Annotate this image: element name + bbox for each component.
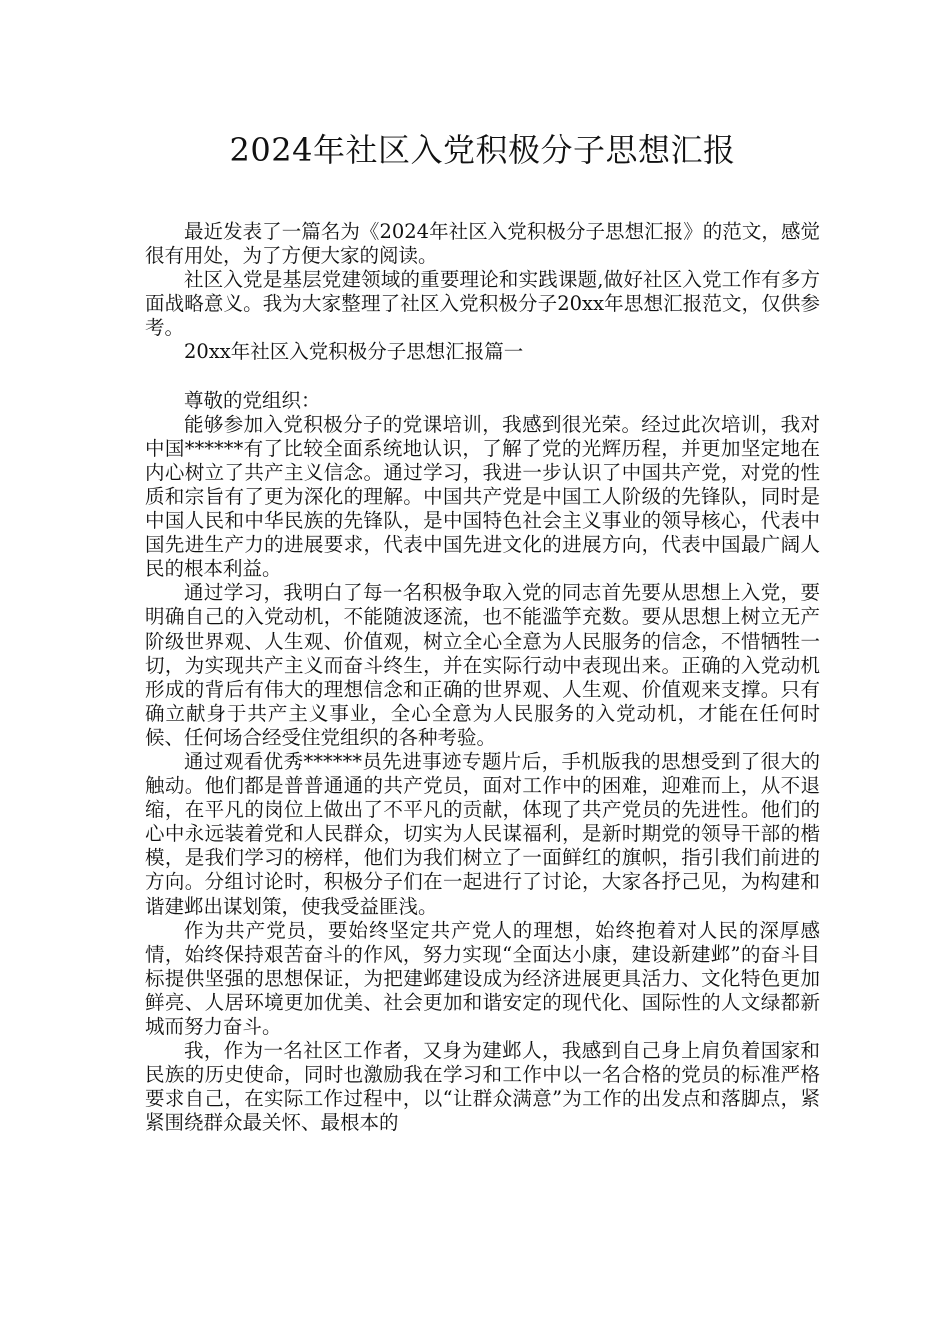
section-heading: 20xx年社区入党积极分子思想汇报篇一: [184, 340, 524, 364]
body-paragraph: 通过学习，我明白了每一名积极争取入党的同志首先要从思想上入党，要明确自己的入党动机，不能随波逐流，也不能滥竽充数。要从思想上树立无产阶级世界观、人生观、价值观，树立全心全意为人民服务的信念，不惜牺牲一切，为实现共产主义而奋斗终生，并在实际行动中表现出来。正确的入党动机形成的背后有伟大的理想信念和正确的世界观、人生观、价值观来支撑。只有确立献身于共产主义事业，全心全意为人民服务的入党动机，才能在任何时候、任何场合经受住党组织的各种考验。: [145, 581, 820, 749]
document-page: [145, 128, 820, 1135]
body-paragraph: 通过观看优秀******员先进事迹专题片后，手机版我的思想受到了很大的触动。他们都是普普通通的共产党员，面对工作中的困难，迎难而上，从不退缩，在平凡的岗位上做出了不平凡的贡献，体现了共产党员的先进性。他们的心中永远装着党和人民群众，切实为人民谋福利，是新时期党的领导干部的楷模，是我们学习的榜样，他们为我们树立了一面鲜红的旗帜，指引我们前进的方向。分组讨论时，积极分子们在一起进行了讨论，大家各抒己见，为构建和谐建邺出谋划策，使我受益匪浅。: [145, 749, 820, 918]
salutation: 尊敬的党组织：: [184, 388, 321, 412]
body-paragraph: 我，作为一名社区工作者，又身为建邺人，我感到自己身上肩负着国家和民族的历史使命，同时也激励我在学习和工作中以一名合格的党员的标准严格要求自己，在实际工作过程中，以“让群众满意”为工作的出发点和落脚点，紧紧围绕群众最关怀、最根本的: [145, 1039, 820, 1135]
body-paragraph: 能够参加入党积极分子的党课培训，我感到很光荣。经过此次培训，我对中国******有了比较全面系统地认识，了解了党的光辉历程，并更加坚定地在内心树立了共产主义信念。通过学习，我进一步认识了中国共产党，对党的性质和宗旨有了更为深化的理解。中国共产党是中国工人阶级的先锋队，同时是中国人民和中华民族的先锋队，是中国特色社会主义事业的领导核心，代表中国先进生产力的进展要求，代表中国先进文化的进展方向，代表中国最广阔人民的根本利益。: [145, 412, 820, 581]
body-paragraph: 作为共产党员，要始终坚定共产党人的理想，始终抱着对人民的深厚感情，始终保持艰苦奋斗的作风，努力实现“全面达小康，建设新建邺”的奋斗目标提供坚强的思想保证，为把建邺建设成为经济进展更具活力、文化特色更加鲜亮、人居环境更加优美、社会更加和谐安定的现代化、国际性的人文绿都新城而努力奋斗。: [145, 918, 820, 1038]
document-title: 2024年社区入党积极分子思想汇报: [229, 131, 736, 169]
intro-paragraph: 最近发表了一篇名为《2024年社区入党积极分子思想汇报》的范文，感觉很有用处，为了方便大家的阅读。: [145, 220, 820, 268]
intro-paragraph: 社区入党是基层党建领域的重要理论和实践课题,做好社区入党工作有多方面战略意义。我为大家整理了社区入党积极分子20xx年思想汇报范文，仅供参考。: [145, 268, 820, 340]
blank-line: [145, 365, 820, 389]
